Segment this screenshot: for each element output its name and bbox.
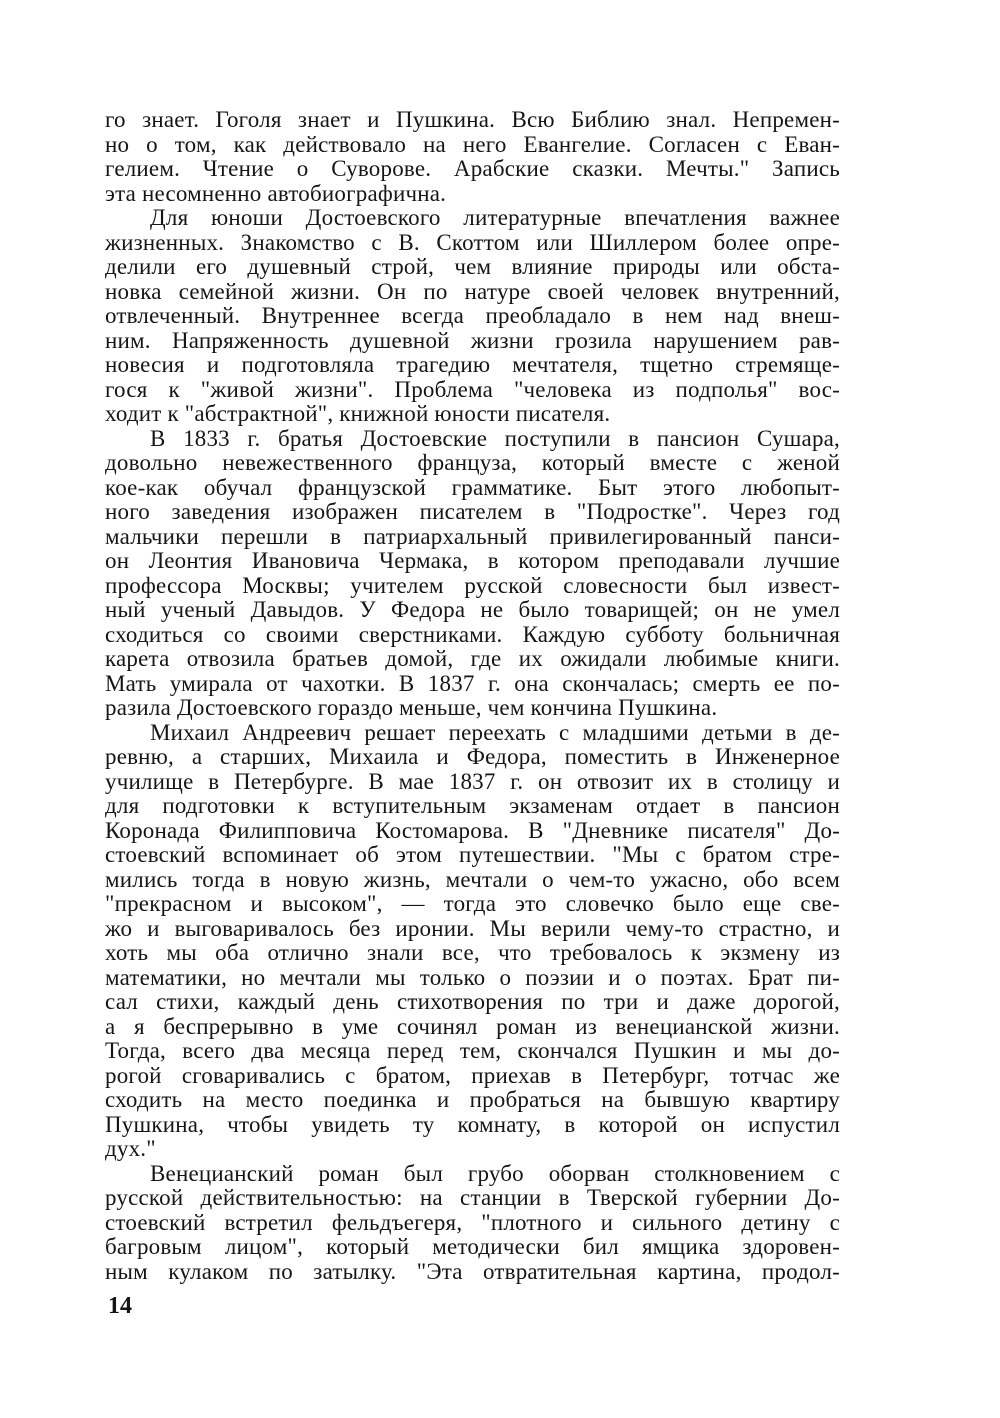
text-line: багровым лицом", который методически бил ямщика здоровен- <box>105 1234 840 1259</box>
text-line: ним. Напряженность душевной жизни грозила нарушением рав- <box>105 327 840 353</box>
text-line: гося к "живой жизни". Проблема "человека из подполья" вос- <box>105 376 840 402</box>
text-line: он Леонтия Ивановича Чермака, в котором преподавали лучшие <box>105 548 840 573</box>
text-line: жизненных. Знакомство с В. Скоттом или Шиллером более опре- <box>105 229 840 255</box>
text-line: довольно невежественного француза, который вместе с женой <box>105 450 840 475</box>
text-line: новесия и подготовляла трагедию мечтателя, тщетно стремяще- <box>105 352 840 377</box>
text-line: Коронада Филипповича Костомарова. В "Дневнике писателя" До- <box>105 817 840 843</box>
text-line: Михаил Андреевич решает переехать с младшими детьми в де- <box>150 719 840 745</box>
paragraph <box>105 206 840 427</box>
page-number: 14 <box>108 1293 132 1319</box>
text-line: ный ученый Давыдов. У Федора не было товарищей; он не умел <box>105 597 840 622</box>
text-line: русской действительностью: на станции в Тверской губернии До- <box>105 1185 840 1210</box>
paragraph <box>105 721 840 1162</box>
text-line: сходить на место поединка и пробраться на бывшую квартиру <box>105 1087 840 1112</box>
text-line: отвлеченный. Внутреннее всегда преобладало в нем над внеш- <box>105 303 840 328</box>
text-line: разила Достоевского гораздо меньше, чем кончина Пушкина. <box>105 695 718 720</box>
text-line: карета отвозила братьев домой, где их ожидали любимые книги. <box>105 646 840 671</box>
text-line: мились тогда в новую жизнь, мечтали о чем-то ужасно, обо всем <box>105 866 840 892</box>
text-line: а я беспрерывно в уме сочинял роман из венецианской жизни. <box>105 1013 840 1039</box>
text-line: "прекрасном и высоком", — тогда это словечко было еще све- <box>105 891 840 916</box>
text-line: делили его душевный строй, чем влияние природы или обста- <box>105 254 840 279</box>
paragraph <box>105 1162 840 1285</box>
text-line: ным кулаком по затылку. "Эта отвратительная картина, продол- <box>105 1258 840 1284</box>
text-line: новка семейной жизни. Он по натуре своей человек внутренний, <box>105 278 840 304</box>
text-line: Тогда, всего два месяца перед тем, скончался Пушкин и мы до- <box>105 1038 840 1063</box>
main-text <box>105 108 840 1284</box>
text-line: Для юноши Достоевского литературные впечатления важнее <box>150 205 840 230</box>
text-line: но о том, как действовало на него Евангелие. Согласен с Еван- <box>105 131 840 157</box>
text-line: гелием. Чтение о Суворове. Арабские сказки. Мечты." Запись <box>105 156 840 181</box>
text-line: В 1833 г. братья Достоевские поступили в пансион Сушара, <box>150 425 840 451</box>
text-line: дух." <box>105 1136 156 1161</box>
text-line: Пушкина, чтобы увидеть ту комнату, в которой он испустил <box>105 1111 840 1137</box>
text-line: стоевский встретил фельдъегеря, "плотного и сильного детину с <box>105 1209 840 1235</box>
text-line: для подготовки к вступительным экзаменам отдает в пансион <box>105 793 840 818</box>
text-line: го знает. Гоголя знает и Пушкина. Всю Библию знал. Непремен- <box>105 107 840 132</box>
text-line: жо и выговаривалось без иронии. Мы верили чему-то страстно, и <box>105 915 840 941</box>
text-line: мальчики перешли в патриархальный привилегированный панси- <box>105 523 840 549</box>
text-line: рогой сговаривались с братом, приехав в Петербург, тотчас же <box>105 1062 840 1088</box>
text-line: ревню, а старших, Михаила и Федора, поместить в Инженерное <box>105 744 840 769</box>
paragraph <box>105 427 840 721</box>
text-line: училище в Петербурге. В мае 1837 г. он отвозит их в столицу и <box>105 768 840 794</box>
text-line: ного заведения изображен писателем в "Подростке". Через год <box>105 499 840 524</box>
text-line: ходит к "абстрактной", книжной юности писателя. <box>105 401 611 426</box>
paragraph <box>105 108 840 206</box>
text-line: сходиться со своими сверстниками. Каждую субботу больничная <box>105 621 840 647</box>
text-line: профессора Москвы; учителем русской словесности был извест- <box>105 572 840 598</box>
text-line: кое-как обучал французской грамматике. Быт этого любопыт- <box>105 474 840 500</box>
text-line: Венецианский роман был грубо оборван столкновением с <box>150 1160 840 1186</box>
text-line: стоевский вспоминает об этом путешествии. "Мы с братом стре- <box>105 842 840 867</box>
text-line: математики, но мечтали мы только о поэзии и о поэтах. Брат пи- <box>105 964 840 990</box>
text-line: хоть мы оба отлично знали все, что требовалось к экзмену из <box>105 940 840 965</box>
text-line: эта несомненно автобиографична. <box>105 180 447 206</box>
text-line: Мать умирала от чахотки. В 1837 г. она скончалась; смерть ее по- <box>105 670 840 696</box>
text-line: сал стихи, каждый день стихотворения по три и даже дорогой, <box>105 989 840 1014</box>
